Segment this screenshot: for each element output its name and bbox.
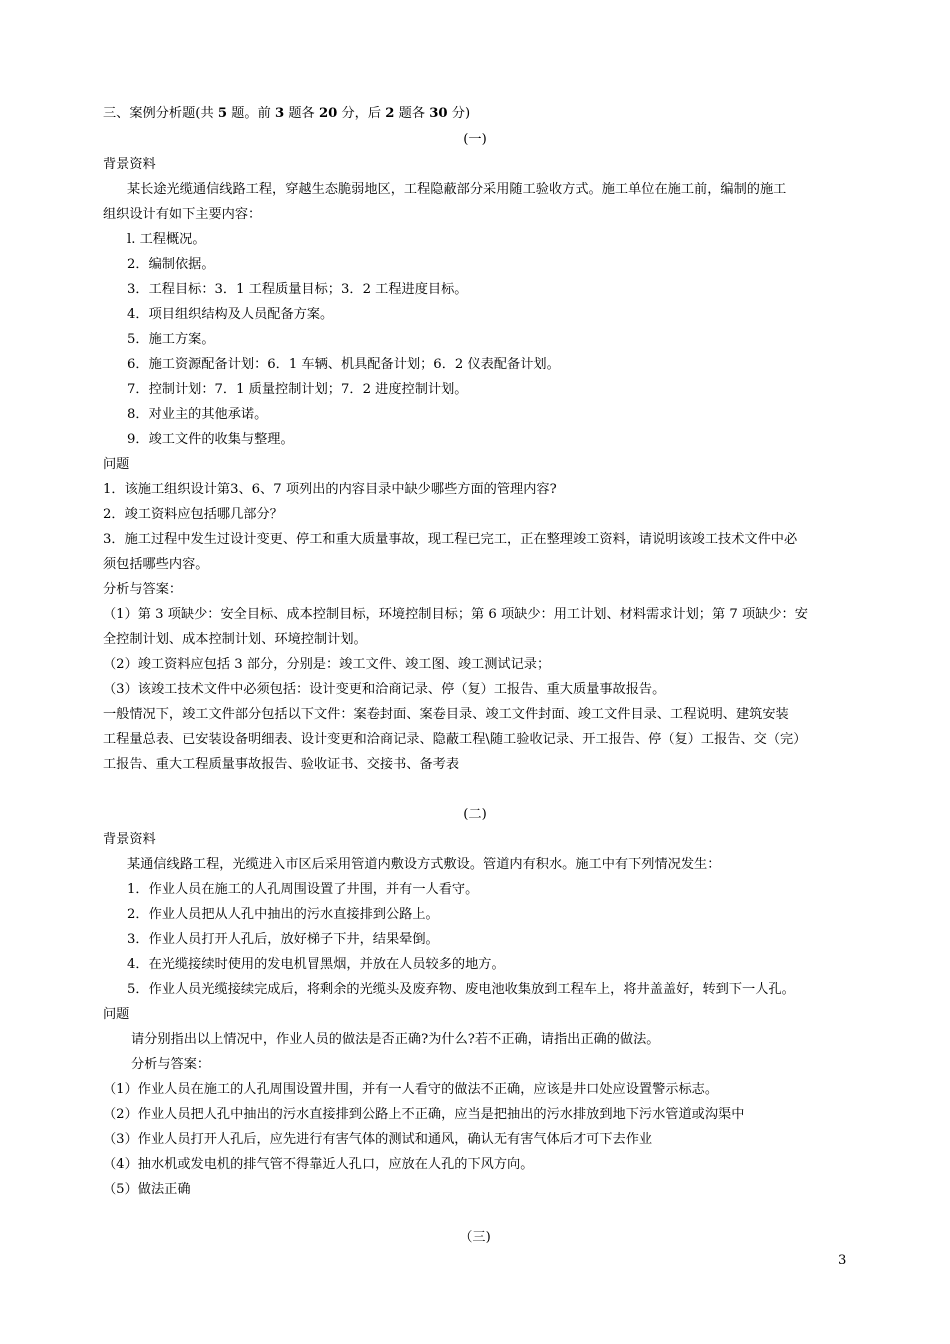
case1-item: 4．项目组织结构及人员配备方案。 bbox=[127, 307, 334, 322]
case2-answer: （2）作业人员把人孔中抽出的污水直接排到公路上不正确，应当是把抽出的污水排放到地下污水管道或沟渠中 bbox=[103, 1107, 745, 1122]
case1-intro-line: 组织设计有如下主要内容： bbox=[103, 207, 262, 222]
case1-heading: (一) bbox=[463, 132, 487, 147]
case2-heading: (二) bbox=[463, 807, 487, 822]
case1-background-label: 背景资料 bbox=[103, 157, 156, 172]
case1-intro-line: 某长途光缆通信线路工程，穿越生态脆弱地区，工程隐蔽部分采用随工验收方式。施工单位在施工前，编制的施工 bbox=[127, 182, 787, 197]
case1-question: 3．施工过程中发生过设计变更、停工和重大质量事故，现工程已完工，正在整理竣工资料，请说明该竣工技术文件中必 bbox=[103, 532, 798, 547]
case1-answer: 全控制计划、成本控制计划、环境控制计划。 bbox=[103, 632, 367, 647]
case1-question: 1．该施工组织设计第3、6、7 项列出的内容目录中缺少哪些方面的管理内容? bbox=[103, 482, 557, 497]
case1-answer: （3）该竣工技术文件中必须包括：设计变更和洽商记录、停（复）工报告、重大质量事故报告。 bbox=[103, 682, 666, 697]
case2-answer: （5）做法正确 bbox=[103, 1182, 191, 1197]
case1-item: 6．施工资源配备计划：6．1 车辆、机具配备计划；6．2 仪表配备计划。 bbox=[127, 357, 560, 372]
case1-item: 2．编制依据。 bbox=[127, 257, 215, 272]
case2-item: 4．在光缆接续时使用的发电机冒黑烟，并放在人员较多的地方。 bbox=[127, 957, 505, 972]
case2-item: 3．作业人员打开人孔后，放好梯子下井，结果晕倒。 bbox=[127, 932, 439, 947]
case2-answer: （3）作业人员打开人孔后，应先进行有害气体的测试和通风，确认无有害气体后才可下去作业 bbox=[103, 1132, 653, 1147]
case1-item: 5．施工方案。 bbox=[127, 332, 215, 347]
section-title: 三、案例分析题(共 5 题。前 3 题各 20 分，后 2 题各 30 分) bbox=[103, 106, 471, 121]
page-number: 3 bbox=[838, 1253, 847, 1268]
case2-question-label: 问题 bbox=[103, 1007, 130, 1022]
case1-question-label: 问题 bbox=[103, 457, 130, 472]
case2-background-label: 背景资料 bbox=[103, 832, 156, 847]
case1-question: 须包括哪些内容。 bbox=[103, 557, 209, 572]
case2-item: 1．作业人员在施工的人孔周围设置了井围，并有一人看守。 bbox=[127, 882, 479, 897]
case1-general-note: 工程量总表、已安装设备明细表、设计变更和洽商记录、隐蔽工程\随工验收记录、开工报告、停（复）工报告、交（完） bbox=[103, 732, 807, 747]
case3-heading: （三) bbox=[459, 1230, 491, 1245]
case1-question: 2．竣工资料应包括哪几部分？ bbox=[103, 507, 283, 522]
case1-item: l. 工程概况。 bbox=[127, 232, 206, 247]
case2-item: 5．作业人员光缆接续完成后，将剩余的光缆头及废弃物、废电池收集放到工程车上，将井盖盖好，转到下一人孔。 bbox=[127, 982, 795, 997]
case2-answer: （1）作业人员在施工的人孔周围设置井围，并有一人看守的做法不正确，应该是井口处应设置警示标志。 bbox=[103, 1082, 719, 1097]
case1-general-note: 一般情况下，竣工文件部分包括以下文件：案卷封面、案卷目录、竣工文件封面、竣工文件目录、工程说明、建筑安装 bbox=[103, 707, 789, 722]
case1-answer: （1）第 3 项缺少：安全目标、成本控制目标，环境控制目标；第 6 项缺少：用工计划、材料需求计划；第 7 项缺少：安 bbox=[103, 607, 808, 622]
case1-item: 3．工程目标：3．1 工程质量目标；3．2 工程进度目标。 bbox=[127, 282, 468, 297]
case1-item: 9．竣工文件的收集与整理。 bbox=[127, 432, 294, 447]
case2-item: 2．作业人员把从人孔中抽出的污水直接排到公路上。 bbox=[127, 907, 439, 922]
case2-intro: 某通信线路工程，光缆进入市区后采用管道内敷设方式敷设。管道内有积水。施工中有下列情况发生： bbox=[127, 857, 721, 872]
case2-answer-label: 分析与答案： bbox=[131, 1057, 211, 1072]
case1-item: 8．对业主的其他承诺。 bbox=[127, 407, 268, 422]
case1-answer-label: 分析与答案： bbox=[103, 582, 183, 597]
case1-item: 7．控制计划：7．1 质量控制计划；7．2 进度控制计划。 bbox=[127, 382, 468, 397]
case1-general-note: 工报告、重大工程质量事故报告、验收证书、交接书、备考表 bbox=[103, 757, 460, 772]
case2-answer: （4）抽水机或发电机的排气管不得靠近人孔口，应放在人孔的下风方向。 bbox=[103, 1157, 534, 1172]
case1-answer: （2）竣工资料应包括 3 部分，分别是：竣工文件、竣工图、竣工测试记录； bbox=[103, 657, 551, 672]
case2-question: 请分别指出以上情况中，作业人员的做法是否正确?为什么?若不正确，请指出正确的做法。 bbox=[131, 1032, 660, 1047]
